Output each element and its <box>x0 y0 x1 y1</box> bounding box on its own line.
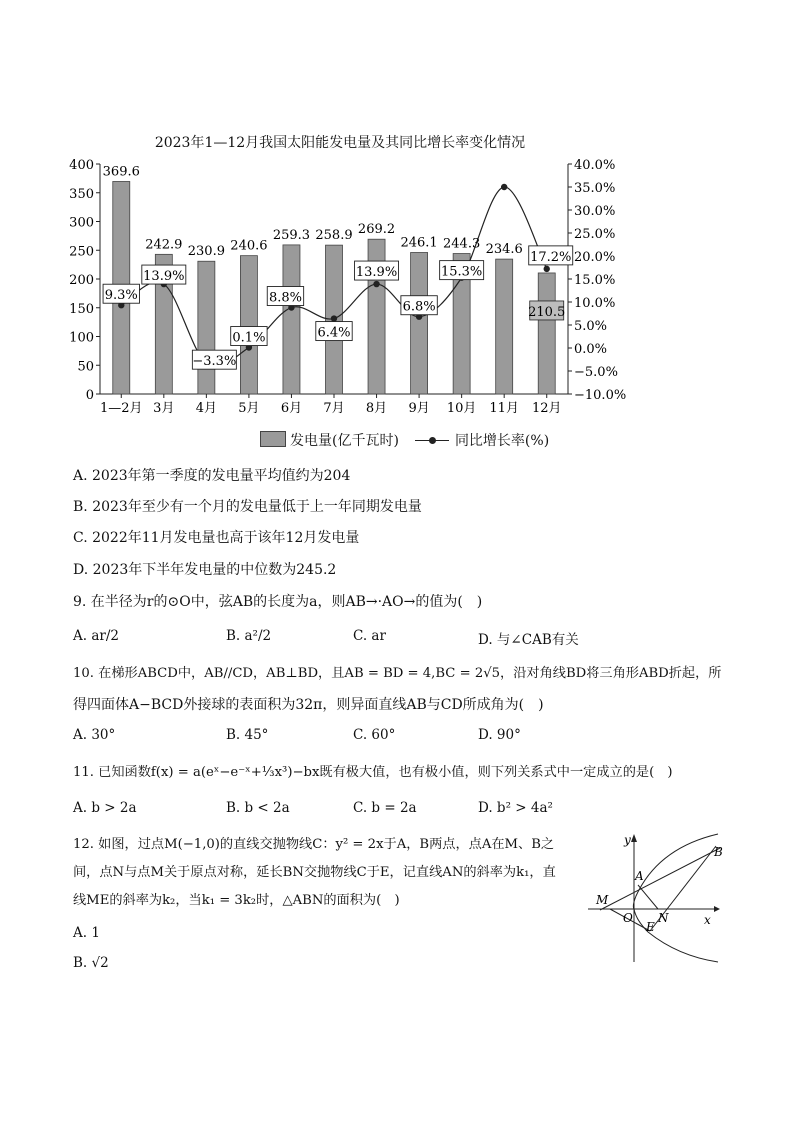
line-AN <box>638 885 658 909</box>
growth-point <box>544 266 550 272</box>
rate-value-label: 8.8% <box>268 290 302 306</box>
label-M: M <box>596 893 609 907</box>
y2-tick-label: −10.0% <box>574 388 627 403</box>
bar <box>198 261 215 394</box>
bar <box>496 259 513 394</box>
rate-value-label: 13.9% <box>143 269 185 285</box>
bar-value-label: 242.9 <box>145 237 183 253</box>
bar-value-label: 269.2 <box>357 222 396 238</box>
q10-line1: 10. 在梯形ABCD中，AB//CD，AB⊥BD，且AB = BD = 4,BC = 2√5，沿对角线BD将三角形ABD折起，所 <box>73 666 722 681</box>
bar <box>240 256 257 394</box>
q12-line1: 12. 如图，过点M(−1,0)的直线交抛物线C：y² = 2x于A，B两点，点A在M、B之 <box>73 837 555 852</box>
y2-tick-label: 25.0% <box>574 227 616 242</box>
label-y: y <box>624 833 631 847</box>
bar-value-label: 246.1 <box>400 235 438 251</box>
legend-line-label: 同比增长率(%) <box>454 433 550 449</box>
x-tick-label: 5月 <box>238 401 260 416</box>
x-tick-label: 1—2月 <box>99 401 143 416</box>
y-tick-label: 200 <box>69 273 94 288</box>
growth-point <box>373 281 379 287</box>
y2-tick-label: 20.0% <box>574 250 616 265</box>
y-tick-label: 300 <box>69 215 94 231</box>
y2-tick-label: 40.0% <box>574 158 616 173</box>
q10-option-d: D. 90° <box>478 727 521 743</box>
q10-line2: 得四面体A−BCD外接球的表面积为32π，则异面直线AB与CD所成角为( ) <box>73 697 544 713</box>
q12-option-b: B. √2 <box>73 955 109 971</box>
label-A: A <box>635 869 644 883</box>
legend-bar-label: 发电量(亿千瓦时) <box>290 433 399 449</box>
y2-tick-label: 15.0% <box>574 273 616 288</box>
q11-stem: 11. 已知函数f(x) = a(eˣ−e⁻ˣ+⅓x³)−bx既有极大值，也有极小值，则下列关系式中一定成立的是( ) <box>73 765 673 780</box>
x-tick-label: 7月 <box>323 401 345 416</box>
rate-value-label: 0.1% <box>232 330 266 346</box>
bar-value-label: 240.6 <box>230 238 268 254</box>
q11-option-a: A. b > 2a <box>73 800 137 816</box>
x-tick-label: 6月 <box>280 401 303 416</box>
y-tick-label: 400 <box>69 158 94 173</box>
rate-value-label: 6.4% <box>317 325 351 341</box>
x-tick-label: 12月 <box>531 401 562 416</box>
label-O: O <box>623 911 633 925</box>
label-E: E <box>646 920 655 934</box>
line-MB <box>600 848 720 910</box>
bar-value-label: 210.5 <box>528 304 566 320</box>
legend-line-swatch <box>415 433 449 447</box>
y-tick-label: 150 <box>69 301 94 317</box>
x-axis-arrow <box>714 906 720 912</box>
bar-value-label: 259.3 <box>272 227 311 243</box>
bar <box>538 273 555 394</box>
y-axis-arrow <box>631 834 637 842</box>
x-tick-label: 11月 <box>489 401 519 416</box>
rate-value-label: 9.3% <box>104 288 138 304</box>
x-tick-label: 3月 <box>153 401 175 416</box>
q10-option-a: A. 30° <box>73 727 116 743</box>
parabola-figure-svg <box>588 828 728 968</box>
label-B: B <box>714 845 723 859</box>
rate-value-label: 6.8% <box>402 299 436 315</box>
q8-option-d: D. 2023年下半年发电量的中位数为245.2 <box>73 562 337 578</box>
bar-value-label: 234.6 <box>485 242 523 258</box>
x-tick-label: 4月 <box>195 401 218 416</box>
chart-legend <box>260 430 549 450</box>
q12-line2: 间，点N与点M关于原点对称，延长BN交抛物线C于E，记直线AN的斜率为k₁，直 <box>73 865 556 880</box>
y2-tick-label: 0.0% <box>574 342 608 357</box>
y2-tick-label: 10.0% <box>574 296 616 311</box>
growth-point <box>501 184 507 190</box>
bar <box>283 245 300 394</box>
parabola-figure <box>588 828 728 968</box>
q12-option-a: A. 1 <box>73 925 100 941</box>
y2-tick-label: −5.0% <box>574 365 618 380</box>
q8-option-c: C. 2022年11月发电量也高于该年12月发电量 <box>73 530 360 546</box>
x-tick-label: 8月 <box>365 401 388 416</box>
y-tick-label: 100 <box>69 330 94 346</box>
q9-option-d: D. 与∠CAB有关 <box>478 632 579 648</box>
rate-value-label: 17.2% <box>530 249 572 265</box>
y-tick-label: 0 <box>85 388 94 403</box>
bar-value-label: 258.9 <box>315 228 353 244</box>
solar-chart <box>60 126 627 456</box>
q11-option-b: B. b < 2a <box>226 800 290 816</box>
y2-tick-label: 30.0% <box>574 204 616 219</box>
chart-svg <box>60 126 627 426</box>
rate-value-label: 13.9% <box>355 265 398 281</box>
q12-line3: 线ME的斜率为k₂，当k₁ = 3k₂时，△ABN的面积为( ) <box>73 893 400 908</box>
q8-option-a: A. 2023年第一季度的发电量平均值约为204 <box>73 468 351 484</box>
legend-bar-swatch <box>260 431 286 447</box>
y2-tick-label: 35.0% <box>574 181 616 196</box>
label-x: x <box>704 913 711 927</box>
chart-title: 2023年1—12月我国太阳能发电量及其同比增长率变化情况 <box>154 135 526 151</box>
bar-value-label: 244.3 <box>443 236 481 252</box>
x-tick-label: 9月 <box>408 401 430 416</box>
rate-value-label: −3.3% <box>192 354 237 370</box>
q9-option-b: B. a²/2 <box>226 628 272 644</box>
y2-tick-label: 5.0% <box>574 319 608 334</box>
q10-option-c: C. 60° <box>353 727 396 743</box>
label-N: N <box>658 911 669 925</box>
bar-value-label: 230.9 <box>187 244 225 260</box>
q9-stem: 9. 在半径为r的⊙O中，弦AB的长度为a，则AB→·AO→的值为( ) <box>73 594 483 610</box>
bar <box>411 252 428 394</box>
rate-value-label: 15.3% <box>440 264 483 280</box>
bar-value-label: 369.6 <box>102 164 140 180</box>
y-tick-label: 50 <box>77 359 94 375</box>
q10-option-b: B. 45° <box>226 727 269 743</box>
q8-option-b: B. 2023年至少有一个月的发电量低于上一年同期发电量 <box>73 499 422 515</box>
q9-option-c: C. ar <box>353 628 386 644</box>
q9-option-a: A. ar/2 <box>73 628 119 644</box>
y-tick-label: 250 <box>69 244 94 260</box>
x-tick-label: 10月 <box>446 401 477 416</box>
q11-option-c: C. b = 2a <box>353 800 417 816</box>
growth-point <box>331 315 337 321</box>
q11-option-d: D. b² > 4a² <box>478 800 553 816</box>
y-tick-label: 350 <box>69 186 94 202</box>
